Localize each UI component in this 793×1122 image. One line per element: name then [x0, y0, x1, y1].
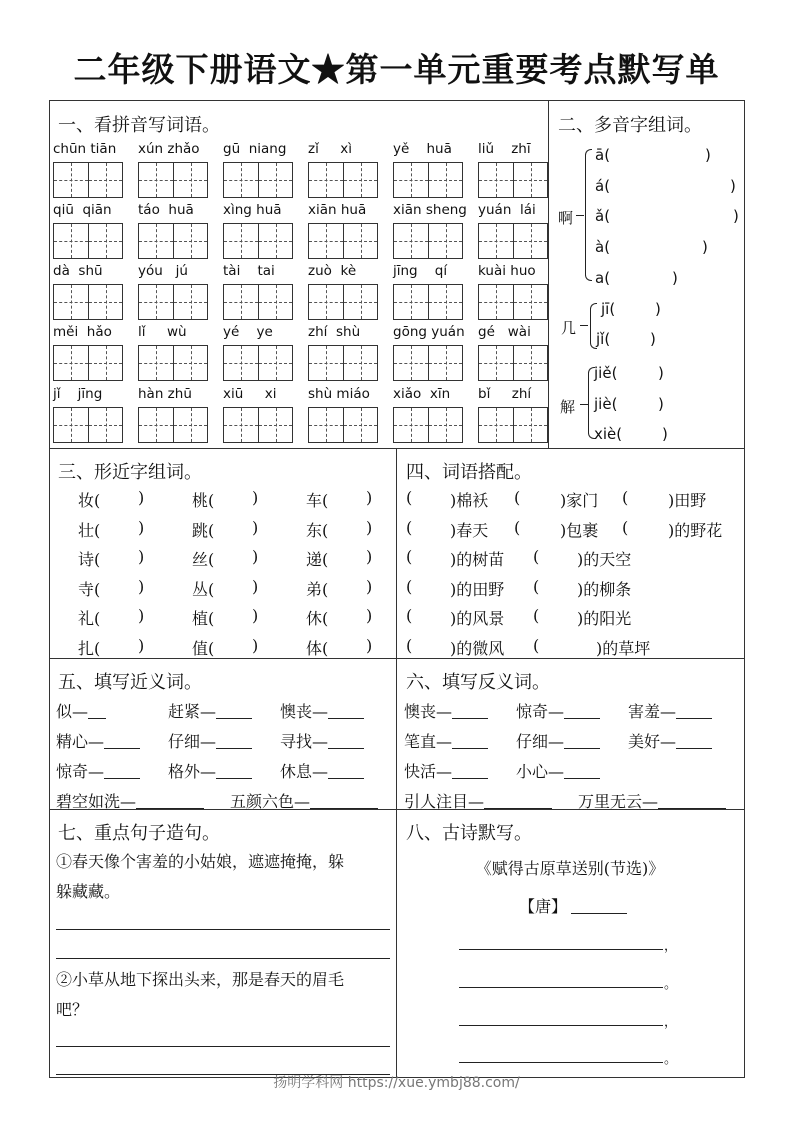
- section-title: 五、填写近义词。: [58, 672, 202, 693]
- writing-grid[interactable]: [223, 162, 293, 198]
- open-paren: (: [406, 576, 413, 596]
- word-prompt: 赶紧—: [168, 702, 217, 721]
- brace-icon: [585, 149, 592, 281]
- pinyin-label: jīng qí: [393, 263, 448, 279]
- open-paren: (: [406, 517, 413, 537]
- tian-zi-cell[interactable]: [479, 346, 513, 380]
- answer-blank[interactable]: [88, 718, 106, 719]
- pinyin-label: kuài huo: [478, 263, 536, 279]
- match-word: )的野花: [668, 520, 723, 540]
- polyphonic-char: 几: [561, 319, 577, 337]
- writing-grid[interactable]: [393, 407, 463, 443]
- close-paren: ): [650, 330, 656, 348]
- close-paren: ): [672, 269, 678, 287]
- tian-zi-cell[interactable]: [88, 408, 122, 442]
- close-paren: ): [252, 635, 259, 655]
- answer-line[interactable]: [56, 929, 390, 930]
- divider: [396, 448, 397, 1078]
- pinyin-label: lǐ wù: [138, 324, 187, 340]
- pinyin-label: yóu jú: [138, 263, 188, 279]
- similar-char-item: 扎(: [78, 638, 101, 658]
- pinyin-label: yě huā: [393, 141, 452, 157]
- tian-zi-cell[interactable]: [54, 224, 88, 258]
- tian-zi-cell[interactable]: [513, 346, 547, 380]
- close-paren: ): [138, 488, 145, 507]
- writing-grid[interactable]: [308, 345, 378, 381]
- close-paren: ): [366, 635, 373, 655]
- open-paren: (: [622, 517, 629, 537]
- answer-blank[interactable]: [452, 718, 488, 719]
- divider: [50, 448, 744, 449]
- tian-zi-cell[interactable]: [139, 163, 173, 197]
- pinyin-item: jiè(: [594, 395, 618, 413]
- open-paren: (: [533, 576, 540, 596]
- tian-zi-cell[interactable]: [173, 408, 207, 442]
- similar-char-item: 递(: [306, 550, 329, 569]
- pinyin-label: zuò kè: [308, 263, 357, 279]
- author-blank[interactable]: [571, 913, 627, 914]
- close-paren: ): [252, 517, 259, 537]
- open-paren: (: [533, 606, 540, 625]
- word-prompt: 美好—: [628, 732, 677, 751]
- answer-blank[interactable]: [676, 748, 712, 749]
- writing-grid[interactable]: [478, 162, 548, 198]
- writing-grid[interactable]: [393, 223, 463, 259]
- word-prompt: 休息—: [280, 762, 329, 781]
- close-paren: ): [658, 364, 664, 382]
- similar-char-item: 壮(: [78, 520, 101, 540]
- writing-grid[interactable]: [138, 162, 208, 198]
- answer-blank[interactable]: [136, 808, 204, 809]
- close-paren: ): [252, 547, 259, 566]
- close-paren: ): [366, 517, 373, 537]
- writing-grid[interactable]: [138, 284, 208, 320]
- close-paren: ): [252, 488, 259, 507]
- tian-zi-cell[interactable]: [88, 224, 122, 258]
- dynasty-label: 【唐】: [519, 897, 568, 916]
- tian-zi-cell[interactable]: [139, 285, 173, 319]
- tian-zi-cell[interactable]: [479, 224, 513, 258]
- tian-zi-cell[interactable]: [513, 285, 547, 319]
- pinyin-label: xún zhǎo: [138, 141, 200, 157]
- pinyin-label: xiǎo xīn: [393, 386, 451, 402]
- writing-grid[interactable]: [53, 223, 123, 259]
- pinyin-label: xiān sheng: [393, 202, 467, 218]
- pinyin-label: jǐ jīng: [53, 386, 103, 402]
- close-paren: ): [138, 576, 145, 596]
- pinyin-label: hàn zhū: [138, 386, 192, 402]
- tian-zi-cell[interactable]: [343, 163, 377, 197]
- pinyin-label: měi hǎo: [53, 324, 112, 340]
- tian-zi-cell[interactable]: [224, 285, 258, 319]
- poem-line[interactable]: [459, 987, 663, 988]
- writing-grid[interactable]: [53, 407, 123, 443]
- polyphonic-char: 解: [560, 398, 576, 416]
- similar-char-item: 弟(: [306, 579, 329, 599]
- sentence-prompt: ②小草从地下探出头来，那是春天的眉毛: [56, 970, 345, 989]
- writing-grid[interactable]: [223, 284, 293, 320]
- tian-zi-cell[interactable]: [513, 408, 547, 442]
- answer-line[interactable]: [56, 1046, 390, 1047]
- tian-zi-cell[interactable]: [258, 285, 292, 319]
- pinyin-label: yuán lái: [478, 202, 536, 218]
- answer-blank[interactable]: [310, 808, 378, 809]
- writing-grid[interactable]: [393, 284, 463, 320]
- tian-zi-cell[interactable]: [54, 408, 88, 442]
- section-title: 四、词语搭配。: [406, 462, 532, 483]
- match-word: )田野: [668, 491, 707, 510]
- open-paren: (: [406, 547, 413, 566]
- answer-blank[interactable]: [658, 808, 726, 809]
- similar-char-item: 植(: [192, 609, 215, 628]
- similar-char-item: 车(: [306, 491, 329, 510]
- tian-zi-cell[interactable]: [139, 346, 173, 380]
- match-word: )的柳条: [577, 579, 632, 599]
- answer-blank[interactable]: [104, 778, 140, 779]
- close-paren: ): [705, 146, 711, 164]
- close-paren: ): [138, 517, 145, 537]
- match-word: )的阳光: [577, 609, 632, 628]
- similar-char-item: 桃(: [192, 491, 215, 510]
- pinyin-label: yé ye: [223, 324, 273, 340]
- answer-blank[interactable]: [216, 718, 252, 719]
- answer-blank[interactable]: [564, 778, 600, 779]
- pinyin-label: gū niang: [223, 141, 287, 157]
- pinyin-item: xiè(: [594, 425, 623, 443]
- pinyin-label: gé wài: [478, 324, 531, 340]
- sentence-prompt: ①春天像个害羞的小姑娘，遮遮掩掩，躲: [56, 852, 345, 871]
- brace-icon: [580, 325, 588, 326]
- writing-grid[interactable]: [53, 345, 123, 381]
- punctuation: ，: [664, 1015, 678, 1030]
- tian-zi-cell[interactable]: [513, 224, 547, 258]
- answer-blank[interactable]: [216, 748, 252, 749]
- word-prompt: 似—: [56, 702, 89, 721]
- answer-blank[interactable]: [216, 778, 252, 779]
- answer-blank[interactable]: [452, 748, 488, 749]
- close-paren: ): [252, 606, 259, 625]
- word-prompt: 害羞—: [628, 702, 677, 721]
- word-prompt: 寻找—: [280, 732, 329, 751]
- tian-zi-cell[interactable]: [343, 408, 377, 442]
- match-word: )的天空: [577, 550, 632, 569]
- tian-zi-cell[interactable]: [343, 285, 377, 319]
- section-title: 二、多音字组词。: [558, 115, 702, 136]
- tian-zi-cell[interactable]: [309, 285, 343, 319]
- similar-char-item: 寺(: [78, 579, 101, 599]
- brace-icon: [580, 404, 588, 405]
- pinyin-label: táo huā: [138, 202, 194, 218]
- word-prompt: 惊奇—: [516, 702, 565, 721]
- tian-zi-cell[interactable]: [428, 408, 462, 442]
- pinyin-item: ǎ(: [595, 207, 611, 225]
- match-word: )春天: [450, 520, 489, 540]
- tian-zi-cell[interactable]: [428, 285, 462, 319]
- similar-char-item: 妆(: [78, 491, 101, 510]
- tian-zi-cell[interactable]: [258, 346, 292, 380]
- brace-icon: [576, 215, 584, 216]
- word-prompt: 笔直—: [404, 732, 453, 751]
- section-title: 七、重点句子造句。: [58, 823, 220, 844]
- tian-zi-cell[interactable]: [394, 285, 428, 319]
- tian-zi-cell[interactable]: [139, 408, 173, 442]
- open-paren: (: [533, 635, 540, 655]
- answer-blank[interactable]: [328, 748, 364, 749]
- pinyin-label: qiū qiān: [53, 202, 112, 218]
- answer-blank[interactable]: [452, 778, 488, 779]
- word-prompt: 仔细—: [516, 732, 565, 751]
- watermark-footer: 扬明学科网 https://xue.ymbj88.com/: [273, 1075, 520, 1091]
- word-prompt: 惊奇—: [56, 762, 105, 781]
- similar-char-item: 东(: [306, 520, 329, 540]
- word-prompt: 快活—: [404, 762, 453, 781]
- open-paren: (: [406, 488, 413, 507]
- writing-grid[interactable]: [308, 284, 378, 320]
- close-paren: ): [138, 635, 145, 655]
- answer-blank[interactable]: [328, 778, 364, 779]
- section-title: 三、形近字组词。: [58, 462, 202, 483]
- tian-zi-cell[interactable]: [309, 346, 343, 380]
- similar-char-item: 诗(: [78, 550, 101, 569]
- writing-grid[interactable]: [138, 223, 208, 259]
- tian-zi-cell[interactable]: [343, 224, 377, 258]
- similar-char-item: 丝(: [192, 550, 215, 569]
- similar-char-item: 值(: [192, 638, 215, 658]
- divider: [548, 101, 549, 448]
- tian-zi-cell[interactable]: [88, 346, 122, 380]
- punctuation: ，: [664, 939, 678, 954]
- writing-grid[interactable]: [308, 162, 378, 198]
- tian-zi-cell[interactable]: [343, 346, 377, 380]
- similar-char-item: 丛(: [192, 579, 215, 599]
- tian-zi-cell[interactable]: [139, 224, 173, 258]
- tian-zi-cell[interactable]: [54, 346, 88, 380]
- pinyin-item: à(: [595, 238, 611, 256]
- pinyin-label: chūn tiān: [53, 141, 117, 157]
- open-paren: (: [622, 488, 629, 507]
- pinyin-label: xiān huā: [308, 202, 367, 218]
- word-prompt: 精心—: [56, 732, 105, 751]
- tian-zi-cell[interactable]: [258, 224, 292, 258]
- tian-zi-cell[interactable]: [224, 163, 258, 197]
- tian-zi-cell[interactable]: [88, 163, 122, 197]
- writing-grid[interactable]: [308, 223, 378, 259]
- match-word: )的田野: [450, 579, 505, 599]
- match-word: )的微风: [450, 638, 505, 658]
- writing-grid[interactable]: [393, 345, 463, 381]
- similar-char-item: 体(: [306, 638, 329, 658]
- tian-zi-cell[interactable]: [54, 163, 88, 197]
- tian-zi-cell[interactable]: [309, 408, 343, 442]
- close-paren: ): [730, 177, 736, 195]
- similar-char-item: 休(: [306, 609, 329, 628]
- similar-char-item: 礼(: [78, 609, 101, 628]
- page-title: 二年级下册语文★第一单元重要考点默写单: [73, 50, 720, 89]
- section-title: 一、看拼音写词语。: [58, 115, 220, 136]
- pinyin-label: shù miáo: [308, 386, 370, 402]
- pinyin-item: ā(: [595, 146, 611, 164]
- tian-zi-cell[interactable]: [479, 163, 513, 197]
- sentence-prompt: 躲藏藏。: [56, 882, 121, 901]
- writing-grid[interactable]: [393, 162, 463, 198]
- tian-zi-cell[interactable]: [173, 163, 207, 197]
- close-paren: ): [366, 606, 373, 625]
- pinyin-label: gōng yuán: [393, 324, 465, 340]
- writing-grid[interactable]: [138, 407, 208, 443]
- word-prompt: 小心—: [516, 762, 565, 781]
- sentence-prompt: 吧？: [56, 1000, 89, 1019]
- writing-grid[interactable]: [478, 223, 548, 259]
- writing-grid[interactable]: [53, 162, 123, 198]
- writing-grid[interactable]: [223, 345, 293, 381]
- tian-zi-cell[interactable]: [224, 408, 258, 442]
- writing-grid[interactable]: [138, 345, 208, 381]
- tian-zi-cell[interactable]: [394, 408, 428, 442]
- writing-grid[interactable]: [223, 223, 293, 259]
- writing-grid[interactable]: [223, 407, 293, 443]
- tian-zi-cell[interactable]: [309, 224, 343, 258]
- tian-zi-cell[interactable]: [173, 224, 207, 258]
- worksheet-frame: [49, 100, 745, 1078]
- word-prompt: 碧空如洗—: [56, 792, 137, 811]
- writing-grid[interactable]: [53, 284, 123, 320]
- tian-zi-cell[interactable]: [479, 285, 513, 319]
- answer-blank[interactable]: [564, 718, 600, 719]
- writing-grid[interactable]: [478, 345, 548, 381]
- pinyin-item: á(: [595, 177, 611, 195]
- close-paren: ): [658, 395, 664, 413]
- similar-char-item: 跳(: [192, 520, 215, 540]
- writing-grid[interactable]: [478, 407, 548, 443]
- pinyin-label: liǔ zhī: [478, 141, 531, 157]
- section-title: 六、填写反义词。: [406, 672, 550, 693]
- close-paren: ): [366, 547, 373, 566]
- match-word: )的草坪: [596, 638, 651, 658]
- tian-zi-cell[interactable]: [258, 163, 292, 197]
- tian-zi-cell[interactable]: [428, 163, 462, 197]
- close-paren: ): [662, 425, 668, 443]
- match-word: )包裹: [560, 520, 599, 540]
- close-paren: ): [252, 576, 259, 596]
- tian-zi-cell[interactable]: [428, 346, 462, 380]
- answer-blank[interactable]: [328, 718, 364, 719]
- answer-blank[interactable]: [484, 808, 552, 809]
- pinyin-label: bǐ zhí: [478, 386, 532, 402]
- answer-blank[interactable]: [676, 718, 712, 719]
- word-prompt: 懊丧—: [280, 702, 329, 721]
- writing-grid[interactable]: [478, 284, 548, 320]
- tian-zi-cell[interactable]: [428, 224, 462, 258]
- poem-title: 《赋得古原草送别(节选)》: [475, 859, 665, 878]
- tian-zi-cell[interactable]: [224, 224, 258, 258]
- word-prompt: 引人注目—: [404, 792, 485, 811]
- writing-grid[interactable]: [308, 407, 378, 443]
- match-word: )棉袄: [450, 491, 489, 510]
- pinyin-item: a(: [595, 269, 611, 287]
- close-paren: ): [702, 238, 708, 256]
- tian-zi-cell[interactable]: [173, 346, 207, 380]
- tian-zi-cell[interactable]: [88, 285, 122, 319]
- word-prompt: 格外—: [168, 762, 217, 781]
- answer-blank[interactable]: [564, 748, 600, 749]
- section-title: 八、古诗默写。: [406, 823, 532, 844]
- tian-zi-cell[interactable]: [173, 285, 207, 319]
- polyphonic-char: 啊: [558, 209, 574, 227]
- pinyin-label: zǐ xì: [308, 141, 353, 157]
- tian-zi-cell[interactable]: [309, 163, 343, 197]
- pinyin-label: zhí shù: [308, 324, 361, 340]
- word-prompt: 万里无云—: [578, 792, 659, 811]
- open-paren: (: [406, 606, 413, 625]
- word-prompt: 五颜六色—: [230, 792, 311, 811]
- answer-blank[interactable]: [104, 748, 140, 749]
- open-paren: (: [533, 547, 540, 566]
- poem-line[interactable]: [459, 949, 663, 950]
- close-paren: ): [138, 547, 145, 566]
- tian-zi-cell[interactable]: [394, 224, 428, 258]
- close-paren: ): [733, 207, 739, 225]
- pinyin-item: jǐ(: [596, 330, 611, 348]
- pinyin-label: xiū xi: [223, 386, 277, 402]
- tian-zi-cell[interactable]: [258, 408, 292, 442]
- match-word: )的风景: [450, 609, 505, 628]
- pinyin-label: xìng huā: [223, 202, 282, 218]
- close-paren: ): [138, 606, 145, 625]
- pinyin-item: jī(: [601, 300, 616, 318]
- answer-line[interactable]: [56, 958, 390, 959]
- tian-zi-cell[interactable]: [479, 408, 513, 442]
- tian-zi-cell[interactable]: [54, 285, 88, 319]
- tian-zi-cell[interactable]: [394, 163, 428, 197]
- pinyin-item: jiě(: [594, 364, 618, 382]
- pinyin-label: dà shū: [53, 263, 103, 279]
- tian-zi-cell[interactable]: [513, 163, 547, 197]
- match-word: )家门: [560, 491, 599, 510]
- open-paren: (: [514, 517, 521, 537]
- tian-zi-cell[interactable]: [394, 346, 428, 380]
- punctuation: 。: [664, 1052, 678, 1067]
- poem-line[interactable]: [459, 1062, 663, 1063]
- word-prompt: 仔细—: [168, 732, 217, 751]
- poem-line[interactable]: [459, 1025, 663, 1026]
- close-paren: ): [655, 300, 661, 318]
- open-paren: (: [406, 635, 413, 655]
- close-paren: ): [366, 488, 373, 507]
- open-paren: (: [514, 488, 521, 507]
- pinyin-label: tài tai: [223, 263, 275, 279]
- close-paren: ): [366, 576, 373, 596]
- word-prompt: 懊丧—: [404, 702, 453, 721]
- match-word: )的树苗: [450, 550, 505, 569]
- tian-zi-cell[interactable]: [224, 346, 258, 380]
- punctuation: 。: [664, 977, 678, 992]
